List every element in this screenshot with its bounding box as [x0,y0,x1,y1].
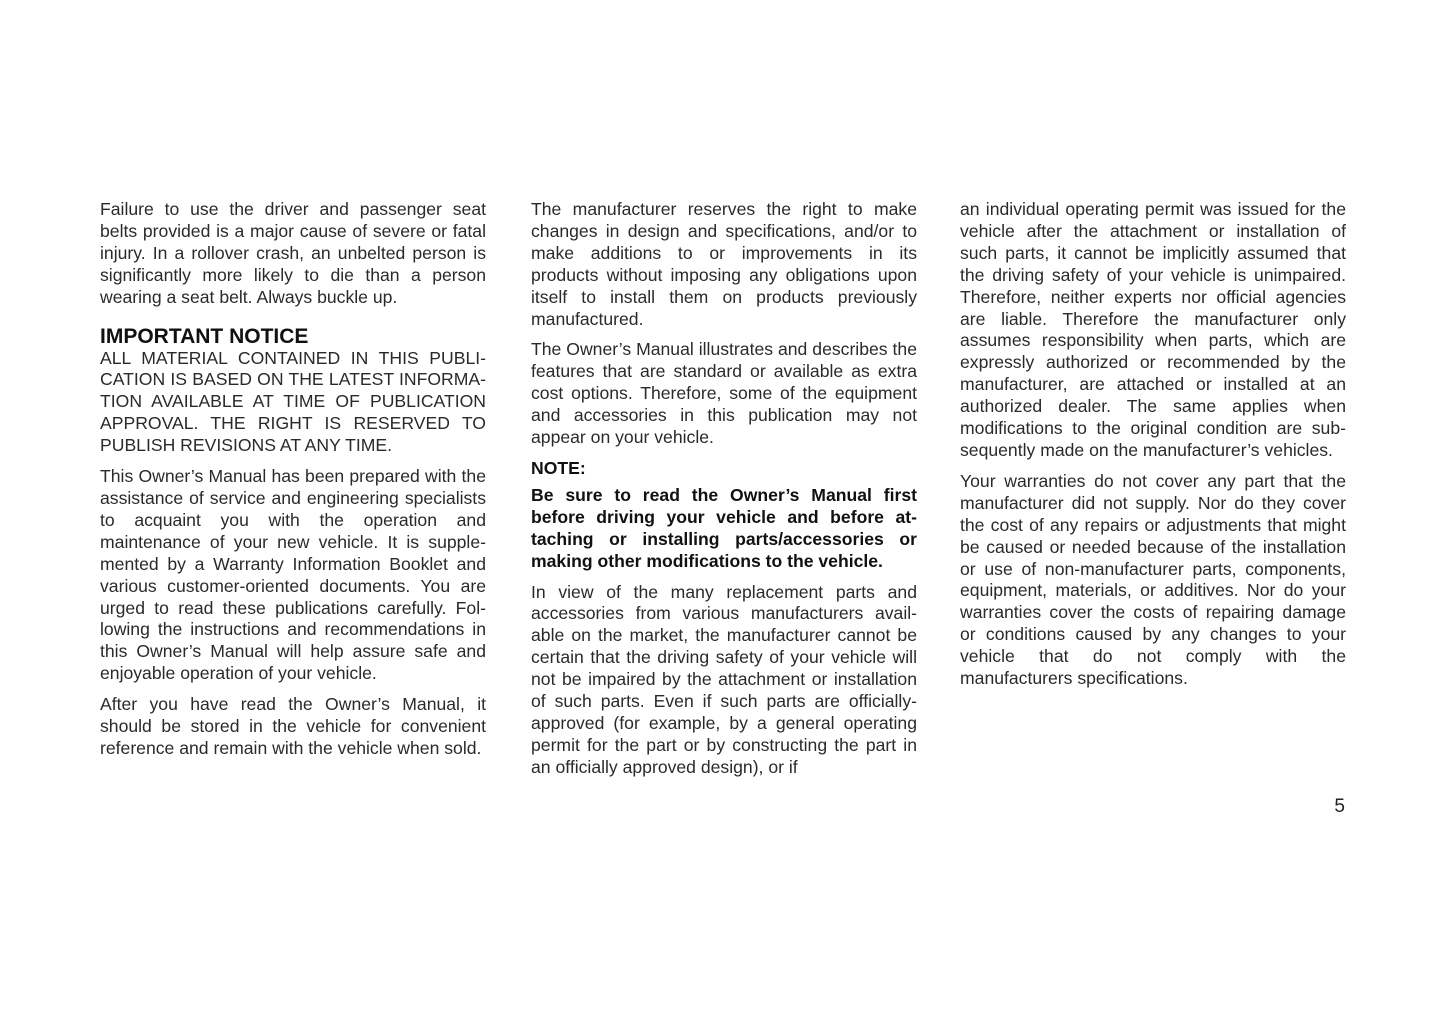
important-notice-text: ALL MATERIAL CONTAINED IN THIS PUBLICATION IS BASED ON THE LATEST INFORMATION AVAILABLE AT TIME OF PUBLICATION APPROVAL. THE RIGHT IS RESERVED TO PUBLISH REVISIONS AT ANY TIME. [100,347,486,456]
text-column-middle [531,199,917,788]
text-column-left [100,199,486,769]
features-paragraph: The Owner’s Manual illustrates and describes the features that are standard or available as extra cost options. Therefore, some of the equipment and accessories in this publication may not appear on your vehicle. [531,339,917,448]
manual-storage-paragraph: After you have read the Owner’s Manual, it should be stored in the vehicle for convenient reference and remain with the vehicle when sold. [100,694,486,758]
note-label: NOTE: [531,457,586,478]
warranty-paragraph: Your warranties do not cover any part that the manufacturer did not supply. Nor do they cover the cost of any repairs or adjustments that might be caused or needed because of the installation or use of non-manufacturer parts, components, equipment, materials, or additives. Nor do your warranties cover the costs of repairing damage or conditions caused by any changes to your vehicle that do not comply with the manufacturers specifications. [960,470,1346,689]
text-column-right [960,199,1346,699]
note-text: Be sure to read the Owner’s Manual first before driving your vehicle and before attaching or installing parts/accessories or making other modifications to the vehicle. [531,484,917,571]
replacement-parts-paragraph: In view of the many replacement parts and accessories from various manufacturers available on the market, the manufacturer cannot be certain that the driving safety of your vehicle will not be impaired by the attachment or installation of such parts. Even if such parts are officially-approved (for example, by a general operating permit for the part or by constructing the part in an officially approved design), or if [531,581,917,777]
important-notice-heading: IMPORTANT NOTICE [100,324,309,348]
seat-belt-paragraph: Failure to use the driver and passenger seat belts provided is a major cause of severe or fatal injury. In a rollover crash, an unbelted person is significantly more likely to die than a person wearing a seat belt. Always buckle up. [100,199,486,307]
manual-preparation-paragraph: This Owner’s Manual has been prepared with the assistance of service and engineering specialists to acquaint you with the operation and maintenance of your new vehicle. It is supplemented by a Warranty Information Booklet and various customer-oriented documents. You are urged to read these publications carefully. Following the instructions and recommendations in this Owner’s Manual will help assure safe and enjoyable operation of your vehicle. [100,466,486,684]
manufacturer-rights-paragraph: The manufacturer reserves the right to make changes in design and specifications, and/or to make additions to or improvements in its products without imposing any obligations upon itself to install them on products previously manufactured. [531,199,917,329]
page-number: 5 [1334,796,1345,817]
operating-permit-paragraph: an individual operating permit was issued for the vehicle after the attachment or installation of such parts, it cannot be implicitly assumed that the driving safety of your vehicle is unimpaired. Therefore, neither experts nor official agencies are liable. Therefore the manufacturer only assumes responsibility when parts, which are expressly authorized or recommended by the manufacturer, are attached or installed at an authorized dealer. The same applies when modifications to the original condition are subsequently made on the manufacturer’s vehicles. [960,199,1346,460]
